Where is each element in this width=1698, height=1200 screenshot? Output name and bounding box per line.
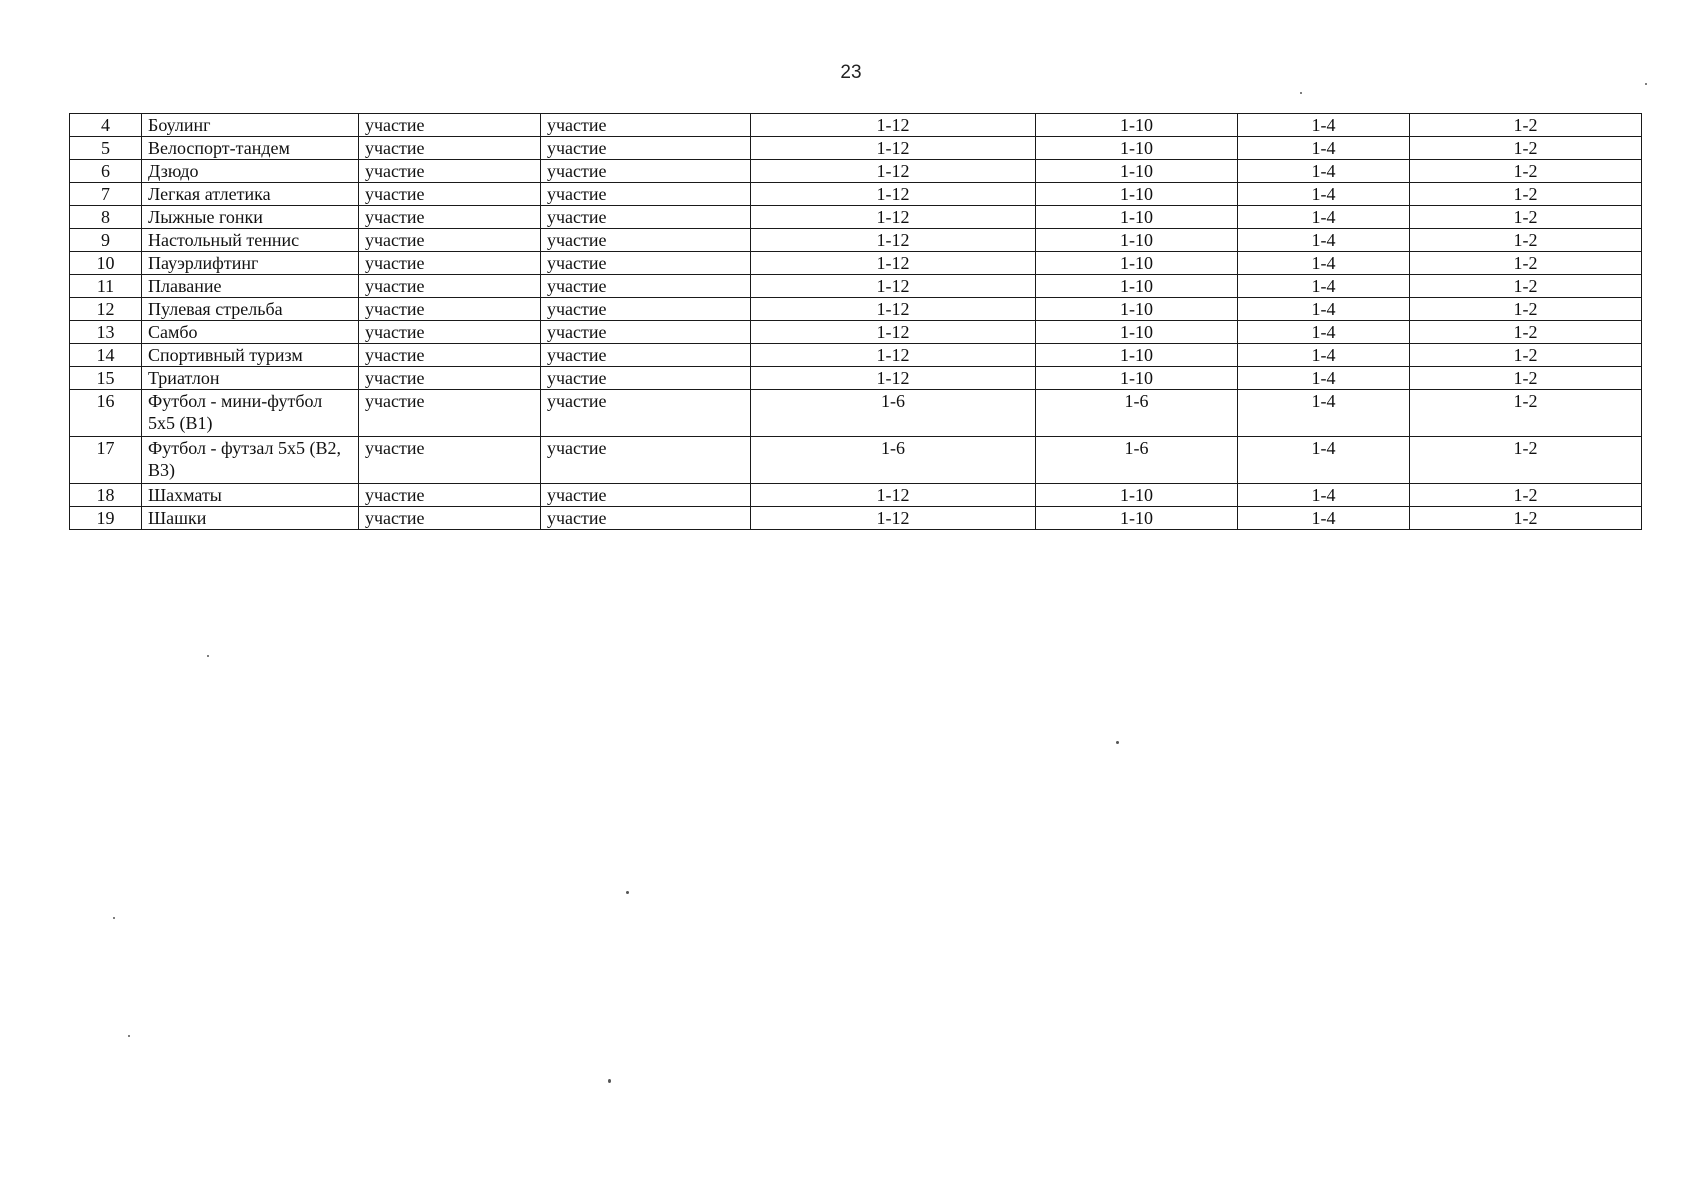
- participation-2: участие: [541, 344, 751, 367]
- sport-name: Дзюдо: [142, 160, 359, 183]
- participation-1: участие: [359, 206, 541, 229]
- sport-name: Шашки: [142, 507, 359, 530]
- sport-name: Легкая атлетика: [142, 183, 359, 206]
- range-4: 1-2: [1410, 206, 1642, 229]
- range-4: 1-2: [1410, 137, 1642, 160]
- participation-1: участие: [359, 252, 541, 275]
- range-4: 1-2: [1410, 507, 1642, 530]
- participation-2: участие: [541, 137, 751, 160]
- range-4: 1-2: [1410, 114, 1642, 137]
- page-number: [0, 62, 1698, 84]
- sport-name: Футбол - футзал 5х5 (В2, В3): [142, 437, 359, 484]
- range-1: 1-6: [751, 390, 1036, 437]
- range-1: 1-12: [751, 298, 1036, 321]
- participation-1: участие: [359, 114, 541, 137]
- range-2: 1-10: [1036, 114, 1238, 137]
- range-4: 1-2: [1410, 229, 1642, 252]
- table-row: [70, 321, 1642, 344]
- range-3: 1-4: [1238, 183, 1410, 206]
- table-row: [70, 390, 1642, 437]
- range-3: 1-4: [1238, 390, 1410, 437]
- range-2: 1-10: [1036, 160, 1238, 183]
- range-3: 1-4: [1238, 275, 1410, 298]
- sport-name: Лыжные гонки: [142, 206, 359, 229]
- range-4: 1-2: [1410, 275, 1642, 298]
- table-row: [70, 507, 1642, 530]
- scan-speck: [113, 917, 115, 919]
- scan-speck: [626, 891, 629, 894]
- participation-2: участие: [541, 437, 751, 484]
- scan-speck: [1300, 92, 1302, 94]
- participation-1: участие: [359, 298, 541, 321]
- range-2: 1-10: [1036, 507, 1238, 530]
- row-number: 13: [70, 321, 142, 344]
- range-2: 1-10: [1036, 252, 1238, 275]
- participation-1: участие: [359, 367, 541, 390]
- participation-2: участие: [541, 507, 751, 530]
- table-row: [70, 298, 1642, 321]
- range-1: 1-12: [751, 183, 1036, 206]
- row-number: 6: [70, 160, 142, 183]
- participation-1: участие: [359, 137, 541, 160]
- range-2: 1-10: [1036, 229, 1238, 252]
- range-3: 1-4: [1238, 321, 1410, 344]
- sport-name: Настольный теннис: [142, 229, 359, 252]
- participation-1: участие: [359, 390, 541, 437]
- participation-2: участие: [541, 160, 751, 183]
- row-number: 4: [70, 114, 142, 137]
- table-row: [70, 437, 1642, 484]
- range-3: 1-4: [1238, 137, 1410, 160]
- range-1: 1-12: [751, 114, 1036, 137]
- row-number: 15: [70, 367, 142, 390]
- range-4: 1-2: [1410, 344, 1642, 367]
- table-row: [70, 183, 1642, 206]
- range-4: 1-2: [1410, 367, 1642, 390]
- row-number: 7: [70, 183, 142, 206]
- range-4: 1-2: [1410, 390, 1642, 437]
- range-3: 1-4: [1238, 367, 1410, 390]
- participation-2: участие: [541, 484, 751, 507]
- participation-2: участие: [541, 367, 751, 390]
- range-4: 1-2: [1410, 321, 1642, 344]
- sport-name: Самбо: [142, 321, 359, 344]
- scan-speck: [207, 655, 209, 657]
- range-1: 1-12: [751, 344, 1036, 367]
- participation-1: участие: [359, 229, 541, 252]
- participation-2: участие: [541, 114, 751, 137]
- range-2: 1-6: [1036, 437, 1238, 484]
- sport-name: Футбол - мини-футбол 5х5 (В1): [142, 390, 359, 437]
- range-1: 1-12: [751, 137, 1036, 160]
- row-number: 10: [70, 252, 142, 275]
- participation-2: участие: [541, 206, 751, 229]
- sports-table: [69, 113, 1642, 530]
- range-3: 1-4: [1238, 206, 1410, 229]
- scan-speck: [608, 1079, 611, 1083]
- row-number: 8: [70, 206, 142, 229]
- table-row: [70, 275, 1642, 298]
- range-1: 1-12: [751, 252, 1036, 275]
- row-number: 11: [70, 275, 142, 298]
- range-1: 1-12: [751, 160, 1036, 183]
- participation-2: участие: [541, 183, 751, 206]
- range-4: 1-2: [1410, 298, 1642, 321]
- participation-1: участие: [359, 275, 541, 298]
- range-3: 1-4: [1238, 298, 1410, 321]
- range-4: 1-2: [1410, 160, 1642, 183]
- table-row: [70, 160, 1642, 183]
- row-number: 18: [70, 484, 142, 507]
- sport-name: Триатлон: [142, 367, 359, 390]
- table-row: [70, 137, 1642, 160]
- range-1: 1-12: [751, 206, 1036, 229]
- range-1: 1-12: [751, 275, 1036, 298]
- range-3: 1-4: [1238, 437, 1410, 484]
- sport-name: Спортивный туризм: [142, 344, 359, 367]
- table-row: [70, 484, 1642, 507]
- row-number: 19: [70, 507, 142, 530]
- participation-1: участие: [359, 437, 541, 484]
- range-2: 1-10: [1036, 137, 1238, 160]
- range-2: 1-10: [1036, 484, 1238, 507]
- range-4: 1-2: [1410, 437, 1642, 484]
- range-3: 1-4: [1238, 229, 1410, 252]
- sport-name: Пулевая стрельба: [142, 298, 359, 321]
- participation-1: участие: [359, 484, 541, 507]
- scan-speck: [1116, 741, 1119, 744]
- range-3: 1-4: [1238, 252, 1410, 275]
- range-3: 1-4: [1238, 160, 1410, 183]
- sport-name: Боулинг: [142, 114, 359, 137]
- participation-2: участие: [541, 298, 751, 321]
- range-2: 1-10: [1036, 367, 1238, 390]
- participation-1: участие: [359, 160, 541, 183]
- participation-1: участие: [359, 344, 541, 367]
- participation-1: участие: [359, 507, 541, 530]
- row-number: 9: [70, 229, 142, 252]
- range-2: 1-10: [1036, 206, 1238, 229]
- participation-1: участие: [359, 321, 541, 344]
- table-row: [70, 114, 1642, 137]
- table-row: [70, 252, 1642, 275]
- row-number: 14: [70, 344, 142, 367]
- table-row: [70, 229, 1642, 252]
- table-row: [70, 344, 1642, 367]
- range-3: 1-4: [1238, 114, 1410, 137]
- participation-2: участие: [541, 252, 751, 275]
- table-row: [70, 206, 1642, 229]
- range-1: 1-6: [751, 437, 1036, 484]
- range-2: 1-10: [1036, 275, 1238, 298]
- sport-name: Пауэрлифтинг: [142, 252, 359, 275]
- participation-2: участие: [541, 229, 751, 252]
- range-2: 1-10: [1036, 321, 1238, 344]
- range-1: 1-12: [751, 367, 1036, 390]
- range-3: 1-4: [1238, 484, 1410, 507]
- participation-2: участие: [541, 321, 751, 344]
- range-1: 1-12: [751, 229, 1036, 252]
- range-2: 1-10: [1036, 183, 1238, 206]
- sport-name: Шахматы: [142, 484, 359, 507]
- range-2: 1-10: [1036, 298, 1238, 321]
- range-3: 1-4: [1238, 507, 1410, 530]
- range-4: 1-2: [1410, 252, 1642, 275]
- row-number: 16: [70, 390, 142, 437]
- participation-2: участие: [541, 390, 751, 437]
- range-1: 1-12: [751, 484, 1036, 507]
- participation-2: участие: [541, 275, 751, 298]
- range-4: 1-2: [1410, 183, 1642, 206]
- participation-1: участие: [359, 183, 541, 206]
- table-row: [70, 367, 1642, 390]
- range-3: 1-4: [1238, 344, 1410, 367]
- scan-speck: [1645, 83, 1647, 85]
- range-1: 1-12: [751, 507, 1036, 530]
- range-4: 1-2: [1410, 484, 1642, 507]
- range-2: 1-6: [1036, 390, 1238, 437]
- range-2: 1-10: [1036, 344, 1238, 367]
- range-1: 1-12: [751, 321, 1036, 344]
- page-number-text: 23: [840, 62, 862, 83]
- row-number: 12: [70, 298, 142, 321]
- scan-speck: [128, 1035, 130, 1037]
- sport-name: Велоспорт-тандем: [142, 137, 359, 160]
- sport-name: Плавание: [142, 275, 359, 298]
- row-number: 17: [70, 437, 142, 484]
- row-number: 5: [70, 137, 142, 160]
